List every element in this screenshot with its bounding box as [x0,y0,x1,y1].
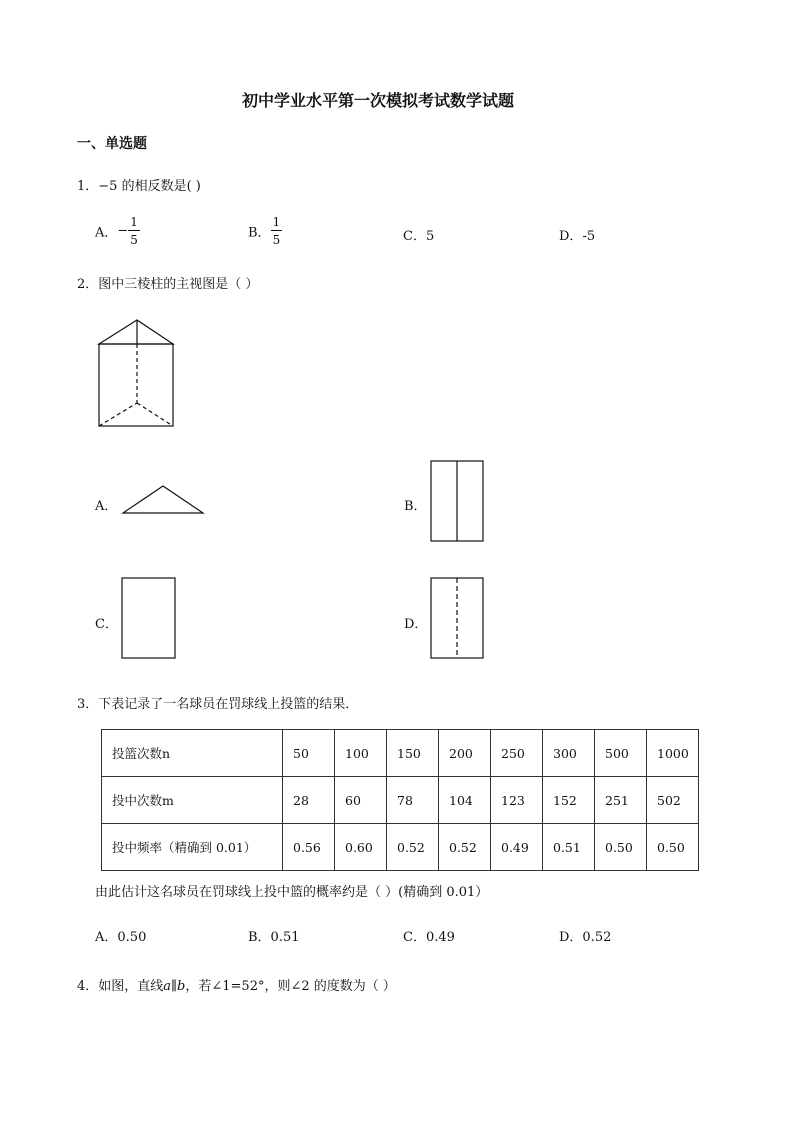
question-stem-continued: ，若∠1=52°，则∠2 的度数为（ ） [185,979,396,994]
q2-option-d-label: D． [404,617,428,632]
question-number: 3． [77,697,99,712]
q2-option-b-label: B． [404,499,427,514]
option-letter: D． [559,229,583,244]
q3-option-b: B．0.51 [248,930,300,945]
table-cell: 502 [647,777,699,824]
table-cell: 251 [595,777,647,824]
question-number: 2． [77,277,99,292]
table-cell: 100 [335,730,387,777]
q3-followup: 由此估计这名球员在罚球线上投中篮的概率约是（ ）(精确到 0.01） [95,885,489,900]
question-stem: 图中三棱柱的主视图是（ ） [98,277,259,292]
table-cell: 152 [543,777,595,824]
numerator: 1 [130,215,138,229]
q2-option-c-label: C． [95,617,118,632]
table-cell: 300 [543,730,595,777]
table-cell: 78 [387,777,439,824]
question-stem: 下表记录了一名球员在罚球线上投篮的结果． [98,697,359,712]
table-cell: 0.49 [491,824,543,871]
question-number: 1． [77,179,99,194]
denominator: 5 [272,233,281,247]
question-4 [77,975,396,994]
question-stem: −5 的相反数是( ) [98,179,201,194]
table-cell: 500 [595,730,647,777]
option-letter: B． [248,225,271,241]
denominator: 5 [130,233,138,247]
table-cell: 250 [491,730,543,777]
page-title: 初中学业水平第一次模拟考试数学试题 [242,91,515,110]
q3-option-d: D．0.52 [559,930,612,945]
table-cell: 50 [283,730,335,777]
row-header: 投篮次数n [102,730,283,777]
option-text: 5 [425,229,435,244]
option-letter: C． [403,229,426,244]
table-cell: 0.52 [387,824,439,871]
q3-option-c: C．0.49 [403,930,455,945]
numerator: 1 [272,215,281,229]
table-cell: 104 [439,777,491,824]
table-cell: 150 [387,730,439,777]
section-heading: 一、单选题 [77,136,147,152]
table-cell: 0.56 [283,824,335,871]
table-cell: 60 [335,777,387,824]
table-row [102,824,699,871]
minus-sign: − [117,223,129,239]
table-cell: 0.51 [543,824,595,871]
row-header: 投中次数m [102,777,283,824]
option-letter: A． [95,225,118,241]
row-header: 投中频率（精确到 0.01） [102,824,283,871]
q2-option-a-label: A． [95,499,118,514]
table-row [102,730,699,777]
table-cell: 1000 [647,730,699,777]
table-row [102,777,699,824]
table-cell: 0.50 [595,824,647,871]
table-cell: 0.50 [647,824,699,871]
question-3 [77,693,358,712]
table-cell: 28 [283,777,335,824]
q3-option-a: A．0.50 [95,930,147,945]
table-cell: 0.52 [439,824,491,871]
table-cell: 200 [439,730,491,777]
question-number: 4． [77,979,99,994]
table-cell: 0.60 [335,824,387,871]
parallel-lines-expression: a∥b [163,979,186,994]
results-table [101,729,699,871]
option-text: -5 [582,229,596,244]
question-stem: 如图，直线 [98,979,164,994]
table-cell: 123 [491,777,543,824]
